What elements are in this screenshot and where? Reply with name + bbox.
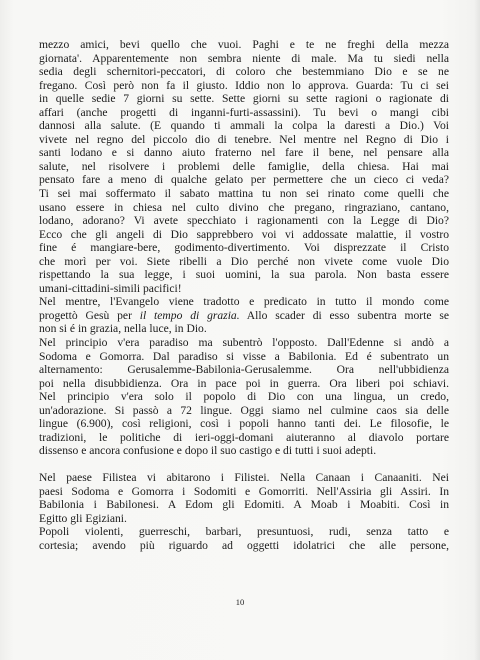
paragraph xyxy=(39,38,449,295)
text-line: Nel principio v'era paradiso ma subentrò l'opposto. Dall'Edenne si andò a xyxy=(39,336,449,350)
paragraph xyxy=(39,525,449,552)
paragraph xyxy=(39,295,449,336)
body-text xyxy=(39,38,449,552)
text-line: poi nella disubbidienza. Ora in pace poi in guerra. Ora liberi poi schiavi. xyxy=(39,376,449,390)
text-line: Egitto gli Egiziani. xyxy=(39,511,127,525)
text-segment: Allo scader di esso subentra morte se xyxy=(239,308,449,322)
text-line: alternamento: Gerusalemme-Babilonia-Gerusalemme. Ora nell'ubbidienza xyxy=(39,363,449,377)
paragraph xyxy=(39,336,449,458)
text-line: lodano, adorano? Vi avete specchiato i ragionamenti con la Legge di Dio? xyxy=(39,214,449,228)
text-line: fregano. Così però non fa il giusto. Iddio non lo approva. Guarda: Tu ci sei xyxy=(39,78,449,92)
scan-edge-shadow xyxy=(474,0,480,660)
text-line: Nel principio v'era solo il popolo di Dio con una lingua, un credo, xyxy=(39,390,449,404)
text-line: Sodoma e Gomorra. Dal paradiso si visse a Babilonia. Ed é subentrato un xyxy=(39,349,449,363)
text-line: vivete nel regno del piccolo dio di tenebre. Nel mentre nel Regno di Dio i xyxy=(39,132,449,146)
text-line: umani-cittadini-simili pacifici! xyxy=(39,281,182,295)
text-line: che morì per voi. Siete ribelli a Dio perché non vivete come vuole Dio xyxy=(39,254,449,268)
text-segment: progettò Gesù per xyxy=(39,308,140,322)
text-line xyxy=(39,309,449,323)
text-line: Nel paese Filistea vi abitarono i Filistei. Nella Canaan i Canaaniti. Nei xyxy=(39,470,449,484)
text-line: un'adorazione. Si passò a 72 lingue. Oggi siamo nel culmine caos sia delle xyxy=(39,403,449,417)
text-line: salute, nel risolvere i problemi delle famiglie, della chiesa. Hai mai xyxy=(39,159,449,173)
text-line: Nel mentre, l'Evangelo viene tradotto e predicato in tutto il mondo come xyxy=(39,295,449,309)
text-line: santi lodano e si danno aiuto fraterno nel fare il bene, nel pensare alla xyxy=(39,146,449,160)
text-line: dissenso e ancora confusione e dopo il suo castigo e di tutti i suoi adepti. xyxy=(39,444,377,458)
text-line: paesi Sodoma e Gomorra i Sodomiti e Gomorriti. Nell'Assiria gli Assiri. In xyxy=(39,484,449,498)
text-line: pensato fare a meno di qualche gelato per permettere che un cieco ci veda? xyxy=(39,173,449,187)
text-line: fine é mangiare-bere, godimento-divertimento. Voi disprezzate il Cristo xyxy=(39,241,449,255)
text-line: Ecco che gli angeli di Dio sapprebbero voi vi addossate malattie, il vostro xyxy=(39,227,449,241)
text-line: mezzo amici, bevi quello che vuoi. Paghi e te ne freghi della mezza xyxy=(39,38,449,51)
text-line: in quelle sedie 7 giorni su sette. Sette giorni su sette ragioni o ragionate di xyxy=(39,92,449,106)
paragraph xyxy=(39,471,449,525)
text-line: sedia degli schernitori-peccatori, di coloro che bestemmiano Dio e se ne xyxy=(39,65,449,79)
text-line: dannosi alla salute. (E quando ti ammali la colpa la daresti a Dio.) Voi xyxy=(39,119,449,133)
text-line: Ti sei mai soffermato il sabato mattina tu non sei rinato come quelli che xyxy=(39,187,449,201)
text-line: rispettando la sua legge, i suoi uomini, la sua parola. Non basta essere xyxy=(39,268,449,282)
page-number: 10 xyxy=(235,597,245,607)
text-line: giornata'. Apparentemente non sembra niente di male. Ma tu siedi nella xyxy=(39,51,449,65)
text-line: non si é in grazia, nella luce, in Dio. xyxy=(39,322,207,336)
italic-phrase: il tempo di grazia. xyxy=(139,308,240,322)
text-line: lingue (6.900), così religioni, così i popoli hanno tanti dei. Le filosofie, le xyxy=(39,417,449,431)
text-line: cortesia; avendo più riguardo ad oggetti idolatrici che alle persone, xyxy=(39,538,449,552)
text-line: Babilonia i Babilonesi. A Edom gli Edomiti. A Moab i Moabiti. Così in xyxy=(39,498,449,512)
text-line: Popoli violenti, guerreschi, barbari, presuntuosi, rudi, senza tatto e xyxy=(39,525,449,539)
text-line: affari (anche progetti di inganni-furti-assassini). Tu bevi o mangi cibi xyxy=(39,105,449,119)
text-line: tradizioni, le politiche di ieri-oggi-domani aiuteranno al diavolo portare xyxy=(39,430,449,444)
text-line: usano essere in chiesa nel culto divino che pregano, ringraziano, cantano, xyxy=(39,200,449,214)
